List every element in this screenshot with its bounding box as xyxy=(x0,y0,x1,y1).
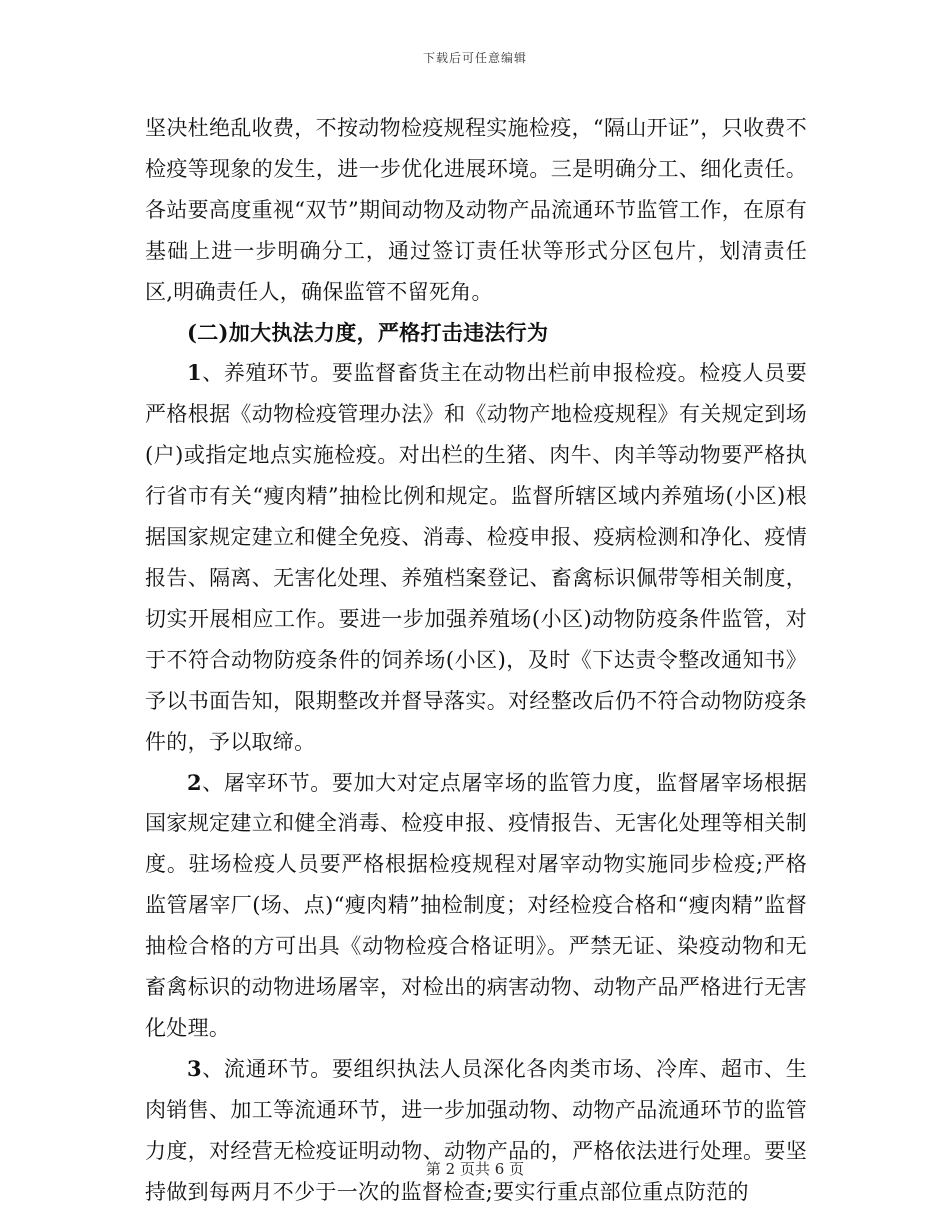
paragraph-continuation: 坚决杜绝乱收费，不按动物检疫规程实施检疫，“隔山开证”，只收费不检疫等现象的发生，进一步优化进展环境。三是明确分工、细化责任。各站要高度重视“双节”期间动物及动物产品流通环节监管工作，在原有基础上进一步明确分工，通过签订责任状等形式分区包片，划清责任区,明确责任人，确保监管不留死角。 xyxy=(145,116,807,304)
paragraph-text: 、屠宰环节。要加大对定点屠宰场的监管力度，监督屠宰场根据国家规定建立和健全消毒、检疫申报、疫情报告、无害化处理等相关制度。驻场检疫人员要严格根据检疫规程对屠宰动物实施同步检疫;严格监管屠宰厂(场、点)“瘦肉精”抽检制度；对经检疫合格和“瘦肉精”监督抽检合格的方可出具《动物检疫合格证明》。严禁无证、染疫动物和无畜禽标识的动物进场屠宰，对检出的病害动物、动物产品严格进行无害化处理。 xyxy=(145,770,807,1040)
paragraph-text: 、流通环节。要组织执法人员深化各肉类市场、冷库、超市、生肉销售、加工等流通环节，进一步加强动物、动物产品流通环节的监管力度，对经营无检疫证明动物、动物产品的，严格依法进行处理。要坚持做到每两月不少于一次的监督检查;要实行重点部位重点防范的 xyxy=(145,1056,807,1204)
paragraph-text: 、养殖环节。要监督畜货主在动物出栏前申报检疫。检疫人员要严格根据《动物检疫管理办法》和《动物产地检疫规程》有关规定到场(户)或指定地点实施检疫。对出栏的生猪、肉牛、肉羊等动物要严格执行省市有关“瘦肉精”抽检比例和规定。监督所辖区域内养殖场(小区)根据国家规定建立和健全免疫、消毒、检疫申报、疫病检测和净化、疫情报告、隔离、无害化处理、养殖档案登记、畜禽标识佩带等相关制度，切实开展相应工作。要进一步加强养殖场(小区)动物防疫条件监管，对于不符合动物防疫条件的饲养场(小区)，及时《下达责令整改通知书》予以书面告知，限期整改并督导落实。对经整改后仍不符合动物防疫条件的，予以取缔。 xyxy=(145,361,807,754)
item-number: 1 xyxy=(187,360,202,386)
section-heading: (二)加大执法力度，严格打击违法行为 xyxy=(187,319,549,345)
item-number: 3 xyxy=(187,1055,202,1081)
document-body xyxy=(145,108,807,1212)
paragraph-slaughter xyxy=(145,763,807,1049)
paragraph-circulation xyxy=(145,1049,807,1213)
page-footer: 第 2 页共 6 页 xyxy=(425,1160,525,1178)
item-number: 2 xyxy=(187,769,202,795)
paragraph-breeding xyxy=(145,353,807,762)
page-header: 下载后可任意编辑 xyxy=(422,51,527,65)
